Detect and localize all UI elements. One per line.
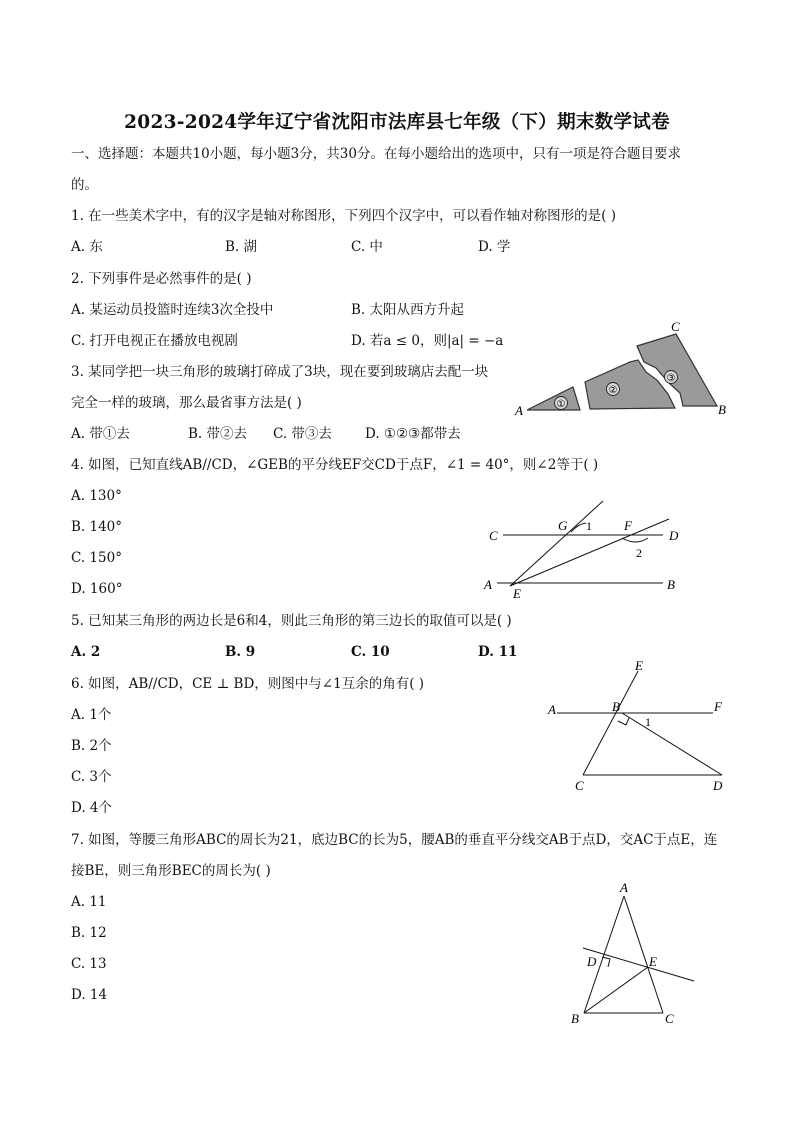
point-label-b: B (718, 402, 726, 417)
point-label-a: A (620, 880, 628, 895)
piece-label-1: ① (556, 399, 566, 410)
point-label-d: D (669, 528, 679, 543)
q6-option-d: D. 4个 (71, 800, 113, 816)
point-label-c: C (489, 528, 498, 543)
q5-stem: 5. 已知某三角形的两边长是6和4，则此三角形的第三边长的取值可以是( ) (71, 613, 512, 629)
perpendicular-bisector (583, 948, 694, 981)
q1-stem: 1. 在一些美术字中，有的汉字是轴对称图形，下列四个汉字中，可以看作轴对称图形的是( ) (71, 208, 616, 224)
q3-option-a: A. 带①去 (71, 426, 130, 442)
q2-option-a: A. 某运动员投篮时连续3次全投中 (71, 302, 274, 318)
q1-option-d: D. 学 (478, 239, 511, 255)
piece-label-3: ③ (666, 373, 676, 384)
point-label-b: B (667, 577, 675, 592)
point-label-c: C (575, 778, 584, 793)
q7-option-d: D. 14 (71, 987, 108, 1003)
q1-option-c: C. 中 (351, 239, 383, 255)
right-angle-mark (602, 957, 610, 967)
point-label-d: D (587, 954, 597, 969)
point-label-f: F (624, 518, 632, 533)
q7-option-c: C. 13 (71, 956, 107, 972)
q3-stem-line2: 完全一样的玻璃，那么最省事方法是( ) (71, 395, 302, 411)
q6-option-c: C. 3个 (71, 769, 112, 785)
q3-option-b: B. 带②去 (188, 426, 248, 442)
q5-option-c: C. 10 (351, 644, 390, 660)
q4-option-d: D. 160° (71, 581, 123, 597)
q6-option-a: A. 1个 (71, 707, 112, 723)
q4-option-a: A. 130° (71, 488, 122, 504)
q5-option-a: A. 2 (71, 644, 101, 660)
point-label-f: F (714, 699, 722, 714)
angle-label-1: 1 (645, 715, 651, 729)
side-ac (624, 896, 663, 1013)
angle-label-2: 2 (636, 546, 642, 560)
point-label-a: A (484, 577, 492, 592)
q3-option-d: D. ①②③都带去 (365, 426, 461, 442)
q7-option-b: B. 12 (71, 925, 107, 941)
q1-option-b: B. 湖 (225, 239, 258, 255)
point-label-b: B (612, 699, 620, 714)
q4-option-b: B. 140° (71, 519, 123, 535)
q4-option-c: C. 150° (71, 550, 122, 566)
q7-option-a: A. 11 (71, 894, 107, 910)
q2-option-d: D. 若a ≤ 0，则|a| = −a (351, 333, 504, 349)
point-label-a: A (548, 702, 556, 717)
section-header-line2: 的。 (71, 177, 98, 193)
point-label-c: C (671, 319, 680, 334)
point-label-d: D (713, 778, 723, 793)
point-label-b: B (571, 1011, 579, 1026)
q2-option-c: C. 打开电视正在播放电视剧 (71, 333, 238, 349)
q3-option-c: C. 带③去 (273, 426, 332, 442)
q6-stem: 6. 如图，AB//CD，CE ⊥ BD，则图中与∠1互余的角有( ) (71, 676, 425, 692)
q2-stem: 2. 下列事件是必然事件的是( ) (71, 271, 252, 287)
point-label-e: E (649, 954, 657, 969)
page-title: 2023-2024学年辽宁省沈阳市法库县七年级（下）期末数学试卷 (124, 112, 670, 133)
q7-stem-line2: 接BE，则三角形BEC的周长为( ) (71, 863, 271, 879)
q4-stem: 4. 如图，已知直线AB//CD，∠GEB的平分线EF交CD于点F，∠1 = 40°，则∠2等于( ) (71, 457, 599, 473)
angle-label-1: 1 (586, 519, 592, 533)
point-label-g: G (558, 518, 568, 533)
piece-label-2: ② (608, 385, 618, 396)
q6-option-b: B. 2个 (71, 738, 112, 754)
q2-option-b: B. 太阳从西方升起 (351, 302, 465, 318)
segment-be (584, 967, 648, 1013)
point-label-e: E (513, 586, 521, 601)
point-label-a: A (515, 403, 523, 418)
q5-option-d: D. 11 (478, 644, 518, 660)
point-label-e: E (635, 658, 643, 673)
q7-stem-line1: 7. 如图，等腰三角形ABC的周长为21，底边BC的长为5，腰AB的垂直平分线交AB于点D，交AC于点E，连 (71, 832, 718, 848)
q5-option-b: B. 9 (225, 644, 256, 660)
section-header-line1: 一、选择题：本题共10小题，每小题3分，共30分。在每小题给出的选项中，只有一项是符合题目要求 (71, 146, 681, 162)
q1-option-a: A. 东 (71, 239, 103, 255)
q3-stem-line1: 3. 某同学把一块三角形的玻璃打碎成了3块，现在要到玻璃店去配一块 (71, 364, 489, 380)
point-label-c: C (665, 1011, 674, 1026)
